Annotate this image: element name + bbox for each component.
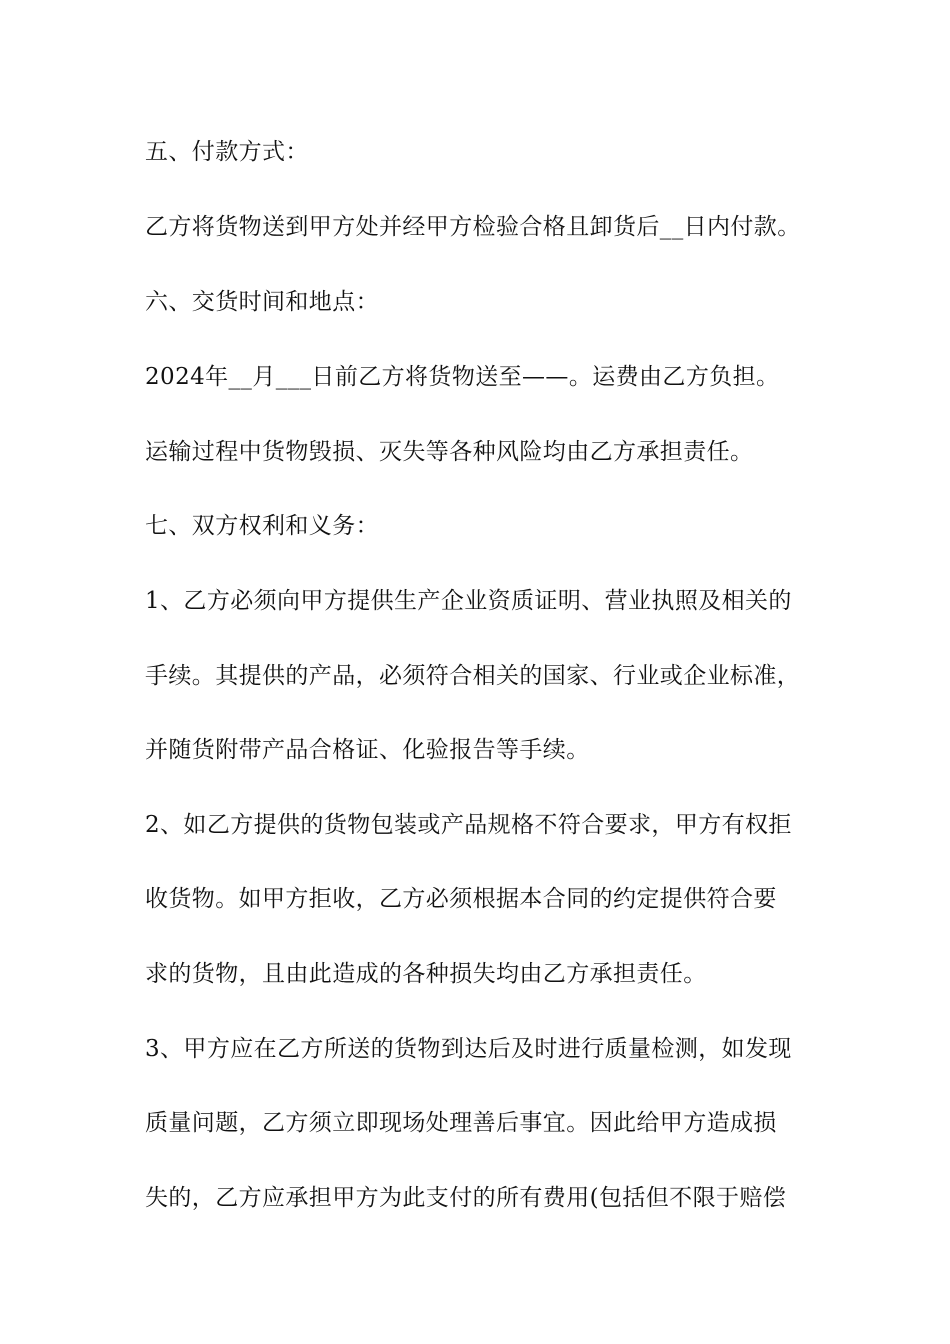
paragraph-line: 收货物。如甲方拒收，乙方必须根据本合同的约定提供符合要 — [145, 886, 777, 912]
paragraph-line: 2、如乙方提供的货物包装或产品规格不符合要求，甲方有权拒 — [145, 812, 792, 838]
paragraph-line: 并随货附带产品合格证、化验报告等手续。 — [145, 737, 590, 763]
section-heading-payment: 五、付款方式： — [145, 139, 309, 165]
paragraph-line: 3、甲方应在乙方所送的货物到达后及时进行质量检测，如发现 — [145, 1036, 792, 1062]
paragraph-line: 乙方将货物送到甲方处并经甲方检验合格且卸货后__日内付款。 — [145, 214, 801, 240]
paragraph-line: 质量问题，乙方须立即现场处理善后事宜。因此给甲方造成损 — [145, 1110, 777, 1136]
paragraph-line: 失的，乙方应承担甲方为此支付的所有费用(包括但不限于赔偿 — [145, 1185, 787, 1211]
paragraph-line: 求的货物，且由此造成的各种损失均由乙方承担责任。 — [145, 961, 707, 987]
paragraph-line: 2024年__月___日前乙方将货物送至——。运费由乙方负担。 — [145, 364, 780, 390]
paragraph-line: 1、乙方必须向甲方提供生产企业资质证明、营业执照及相关的 — [145, 588, 792, 614]
paragraph-line: 运输过程中货物毁损、灭失等各种风险均由乙方承担责任。 — [145, 439, 754, 465]
section-heading-rights: 七、双方权利和义务： — [145, 513, 379, 539]
paragraph-line: 手续。其提供的产品，必须符合相关的国家、行业或企业标准， — [145, 663, 801, 689]
section-heading-delivery: 六、交货时间和地点： — [145, 289, 379, 315]
